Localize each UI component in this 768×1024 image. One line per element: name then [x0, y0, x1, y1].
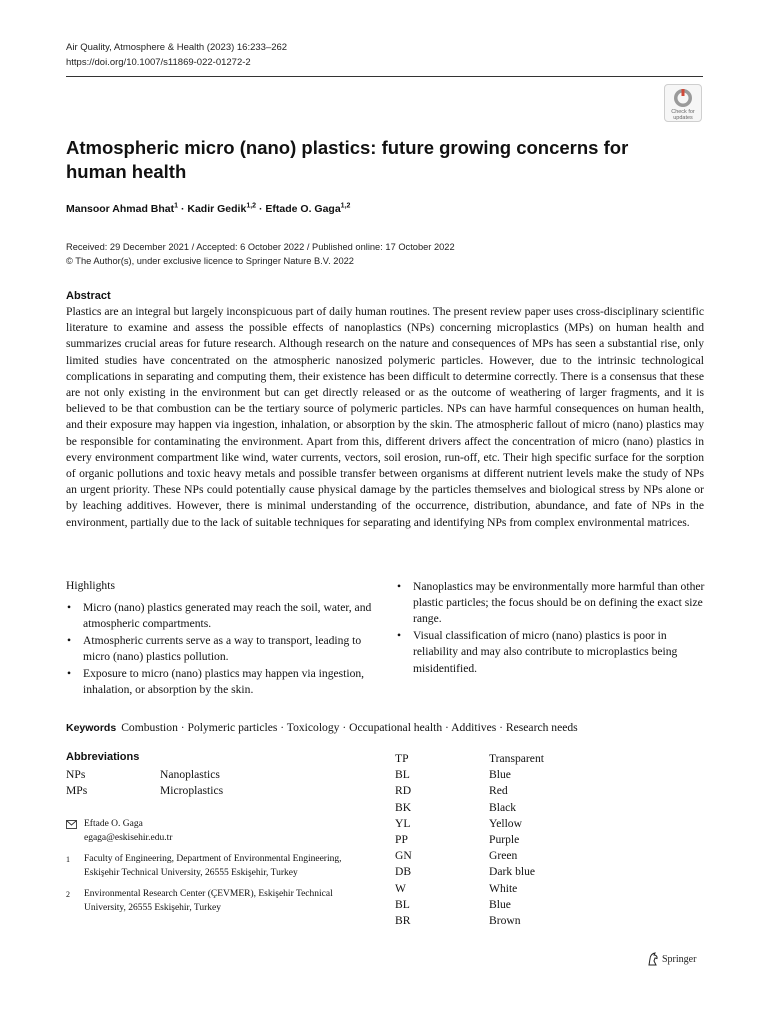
- abbreviation-code: MPs: [66, 784, 88, 798]
- abbreviation-row: [395, 897, 544, 913]
- highlight-item: • Atmospheric currents serve as a way to transport, leading to micro (nano) plastics pollution.: [66, 633, 376, 665]
- abbreviation-meaning: Blue: [489, 897, 511, 911]
- corresponding-author: [66, 818, 366, 845]
- abbreviation-row: [395, 767, 544, 783]
- author-name[interactable]: Mansoor Ahmad Bhat: [66, 203, 175, 215]
- abbreviation-code: GN: [395, 849, 412, 863]
- springer-horse-icon: [647, 952, 659, 966]
- highlight-item: • Nanoplastics may be environmentally more harmful than other plastic particles; the focus should be on defining the exact size range.: [396, 579, 706, 628]
- abbreviation-code: RD: [395, 784, 412, 798]
- abbreviation-row: [66, 767, 223, 783]
- abbreviation-meaning: Transparent: [489, 752, 544, 765]
- abbreviation-row: [395, 800, 544, 816]
- affiliation-text: Faculty of Engineering, Department of Environmental Engineering, Eskişehir Technical University, 26555 Eskişehir, Turkey: [84, 854, 342, 878]
- corresponding-author-name: Eftade O. Gaga: [84, 819, 143, 829]
- doi-link[interactable]: https://doi.org/10.1007/s11869-022-01272-2: [66, 57, 251, 68]
- abbreviation-code: W: [395, 881, 406, 895]
- abbreviation-code: PP: [395, 833, 408, 847]
- publication-dates: [66, 240, 455, 268]
- abbreviation-meaning: Green: [489, 849, 518, 863]
- highlight-item: • Visual classification of micro (nano) plastics is poor in reliability and may also contribute to microplastics being misidentified.: [396, 628, 706, 677]
- received-accepted-published: Received: 29 December 2021 / Accepted: 6 October 2022 / Published online: 17 October 2022: [66, 242, 455, 252]
- abbreviation-row: [395, 864, 544, 880]
- author-separator: ·: [256, 203, 266, 215]
- abbreviation-code: TP: [395, 752, 409, 765]
- abbreviation-meaning: Microplastics: [160, 784, 224, 798]
- abbreviation-code: YL: [395, 816, 411, 830]
- author-list: [66, 203, 350, 215]
- abbreviation-meaning: Brown: [489, 914, 521, 928]
- publisher-logo: [647, 952, 696, 966]
- check-for-updates-icon: [673, 88, 693, 108]
- abbreviation-meaning: Nanoplastics: [160, 768, 220, 781]
- footnotes: [66, 818, 366, 923]
- highlights-heading: Highlights: [66, 579, 115, 592]
- abbreviation-code: BR: [395, 914, 411, 928]
- abbreviations-table-right: [395, 751, 544, 929]
- highlights-list-right: [396, 579, 706, 677]
- author-name[interactable]: Kadir Gedik: [187, 203, 247, 215]
- abbreviation-meaning: Purple: [489, 833, 520, 847]
- abbreviation-meaning: Yellow: [489, 816, 522, 830]
- author-affiliation-mark: 1,2: [246, 202, 257, 210]
- abbreviation-code: NPs: [66, 768, 86, 781]
- article-title: Atmospheric micro (nano) plastics: future growing concerns for human health: [66, 137, 629, 182]
- journal-header: [66, 40, 706, 70]
- abbreviation-meaning: Dark blue: [489, 865, 536, 879]
- abstract-text: Plastics are an integral but largely inconspicuous part of daily human routines. The present review paper uses cross-disciplinary scientific literature to examine and assess the possible effects of nanoplastics (NPs) concerning microplastics (MPs) on human health and summarizes crucial areas for future research. Although research on the nature and consequences of MPs has seen a substantial rise, only limited studies have concentrated on the atmospheric nanosized polymeric particles. However, due to the intrinsic technological complications in separating and computing them, their existence has been difficult to determine correctly. There is a consensus that these are not only existing in the environment but can get directly released or as the outcome of weathering of larger fragments, and it is believed to be that combustion can be the tertiary source of polymeric particles. NPs can have harmful consequences on human health, and their exposure may happen via ingestion, inhalation, or absorption by the skin. The atmospheric fallout of micro (nano) plastics may be responsible for contaminating the environment. Apart from this, different drivers affect the concentration of micro (nano) plastics in every environment compartment like wind, water currents, vectors, soil erosion, run-off, etc. Their high specific surface for the sorption of organic pollutions and toxic heavy metals and possible transfer between organisms at different nutrient levels make the study of NPs an urgent priority. These NPs could potentially cause physical damage by the particles themselves and biological stress by NPs alone or by leaching additives. However, there is minimal understanding of the occurrence, distribution, abundance, and fate of NPs in the environment, partially due to the lack of suitable techniques for separating and identifying NPs from complex environmental matrices.: [66, 305, 704, 529]
- envelope-icon: [66, 820, 77, 829]
- abbreviation-meaning: Blue: [489, 768, 511, 782]
- affiliation-text: Environmental Research Center (ÇEVMER), Eskişehir Technical University, 26555 Eskişehir, Turkey: [84, 889, 333, 913]
- author-affiliation-mark: 1,2: [340, 202, 351, 210]
- abbreviations-table-left: [66, 767, 223, 799]
- affiliation-mark: 1: [66, 855, 70, 864]
- keywords-text: Combustion · Polymeric particles · Toxicology · Occupational health · Additives · Research needs: [121, 721, 578, 734]
- abstract-heading: Abstract: [66, 290, 111, 302]
- highlight-item: • Micro (nano) plastics generated may reach the soil, water, and atmospheric compartments.: [66, 600, 376, 632]
- corresponding-author-email[interactable]: egaga@eskisehir.edu.tr: [84, 832, 173, 843]
- abbreviation-code: BL: [395, 897, 410, 911]
- abbreviation-row: [395, 832, 544, 848]
- abbreviation-row: [395, 848, 544, 864]
- publisher-name: Springer: [662, 953, 697, 965]
- abbreviation-meaning: White: [489, 881, 518, 895]
- badge-label: Check for updates: [671, 109, 695, 121]
- keywords: [66, 721, 578, 734]
- highlights-list-left: [66, 600, 376, 699]
- abbreviation-row: [395, 783, 544, 799]
- abbreviation-code: BL: [395, 768, 410, 782]
- author-name[interactable]: Eftade O. Gaga: [265, 203, 341, 215]
- check-for-updates-badge[interactable]: [664, 84, 702, 122]
- author-separator: ·: [178, 203, 188, 215]
- abbreviation-code: BK: [395, 800, 412, 814]
- journal-citation: Air Quality, Atmosphere & Health (2023) 16:233–262: [66, 42, 288, 53]
- highlight-item: • Exposure to micro (nano) plastics may happen via ingestion, inhalation, or absorption by the skin.: [66, 666, 376, 698]
- copyright-line: © The Author(s), under exclusive licence to Springer Nature B.V. 2022: [66, 256, 354, 266]
- abbreviation-code: DB: [395, 865, 412, 879]
- abbreviation-row: [66, 783, 223, 799]
- affiliation-footnote: [66, 853, 366, 880]
- abbreviation-row: [395, 751, 544, 767]
- affiliation-mark: 2: [66, 890, 70, 899]
- abbreviation-row: [395, 881, 544, 897]
- abbreviation-row: [395, 816, 544, 832]
- abbreviation-meaning: Black: [489, 800, 517, 814]
- abbreviations-heading: Abbreviations: [66, 751, 140, 763]
- abbreviation-meaning: Red: [489, 784, 508, 798]
- affiliation-footnote: [66, 888, 366, 915]
- abbreviation-row: [395, 913, 544, 929]
- author-affiliation-mark: 1: [174, 202, 179, 210]
- keywords-label: Keywords: [66, 722, 117, 734]
- header-divider: [66, 76, 703, 77]
